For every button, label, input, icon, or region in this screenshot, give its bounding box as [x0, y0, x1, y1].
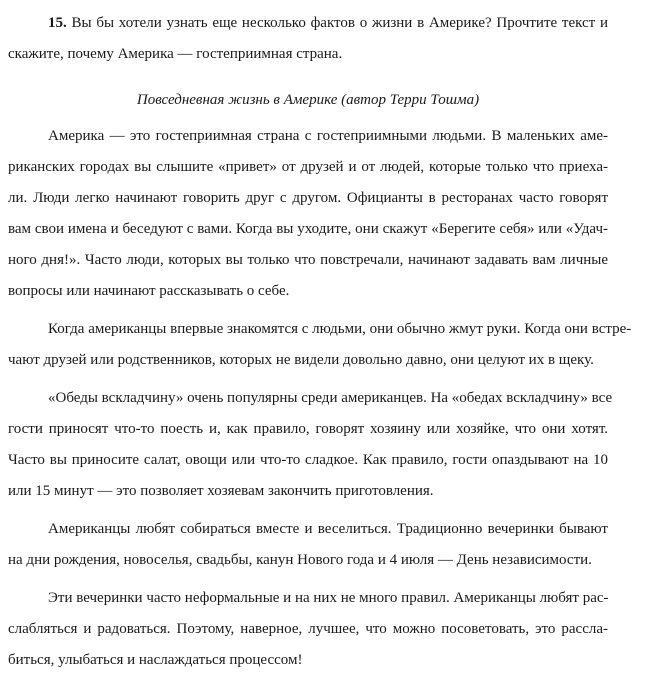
paragraph-line: на дни рождения, новоселья, свадьбы, канун Нового года и 4 июля — День независимости.	[8, 552, 592, 568]
task-number: 15.	[48, 15, 67, 31]
paragraph-line: чают друзей или родственников, которых не видели довольно давно, они целуют их в щеку.	[8, 352, 594, 368]
paragraph-line: вам свои имена и беседуют с вами. Когда вы уходите, они скажут «Берегите себя» или «Удач-	[8, 221, 608, 237]
paragraph-line: биться, улыбаться и наслаждаться процессом!	[8, 652, 303, 668]
task-line: скажите, почему Америка — гостеприимная страна.	[8, 46, 343, 62]
paragraph	[8, 314, 632, 376]
paragraph-line: «Обеды вскладчину» очень популярны среди американцев. На «обедах вскладчину» все	[48, 390, 613, 406]
paragraph	[8, 383, 613, 507]
paragraph-line: риканских городах вы слышите «привет» от друзей и от людей, которые только что приеха-	[8, 159, 608, 175]
paragraph-line: ли. Люди легко начинают говорить друг с другом. Официанты в ресторанах часто говорят	[8, 190, 608, 206]
paragraph	[8, 121, 608, 307]
paragraph-line: гости приносят что-то поесть и, как правило, говорят хозяину или хозяйке, что они хотят.	[8, 421, 608, 437]
paragraph-line: Америка — это гостеприимная страна с гостеприимными людьми. В маленьких аме-	[48, 128, 608, 144]
paragraph-line: или 15 минут — это позволяет хозяевам закончить приготовления.	[8, 483, 434, 499]
task-instruction	[8, 8, 608, 70]
paragraph	[8, 583, 608, 676]
paragraph-line: Эти вечеринки часто неформальные и на них не много правил. Американцы любят рас-	[48, 590, 609, 606]
paragraph-line: Часто вы приносите салат, овощи или что-то сладкое. Как правило, гости опаздывают на 10	[8, 452, 608, 468]
paragraph-line: Когда американцы впервые знакомятся с людьми, они обычно жмут руки. Когда они встре-	[48, 321, 632, 337]
task-line: Вы бы хотели узнать еще несколько фактов о жизни в Америке? Прочтите текст и	[71, 15, 608, 31]
article-title: Повседневная жизнь в Америке (автор Терри Тошма)	[136, 92, 480, 108]
article-body	[8, 121, 632, 676]
paragraph-line: вопросы или начинают рассказывать о себе.	[8, 283, 290, 299]
paragraph-line: слабляться и радоваться. Поэтому, наверное, лучшее, что можно посоветовать, это рассла-	[8, 621, 608, 637]
paragraph	[8, 514, 608, 576]
paragraph-line: Американцы любят собираться вместе и веселиться. Традиционно вечеринки бывают	[48, 521, 608, 537]
paragraph-line: ного дня!». Часто люди, которых вы только что повстречали, начинают задавать вам личные	[8, 252, 608, 268]
document-page	[8, 8, 632, 683]
